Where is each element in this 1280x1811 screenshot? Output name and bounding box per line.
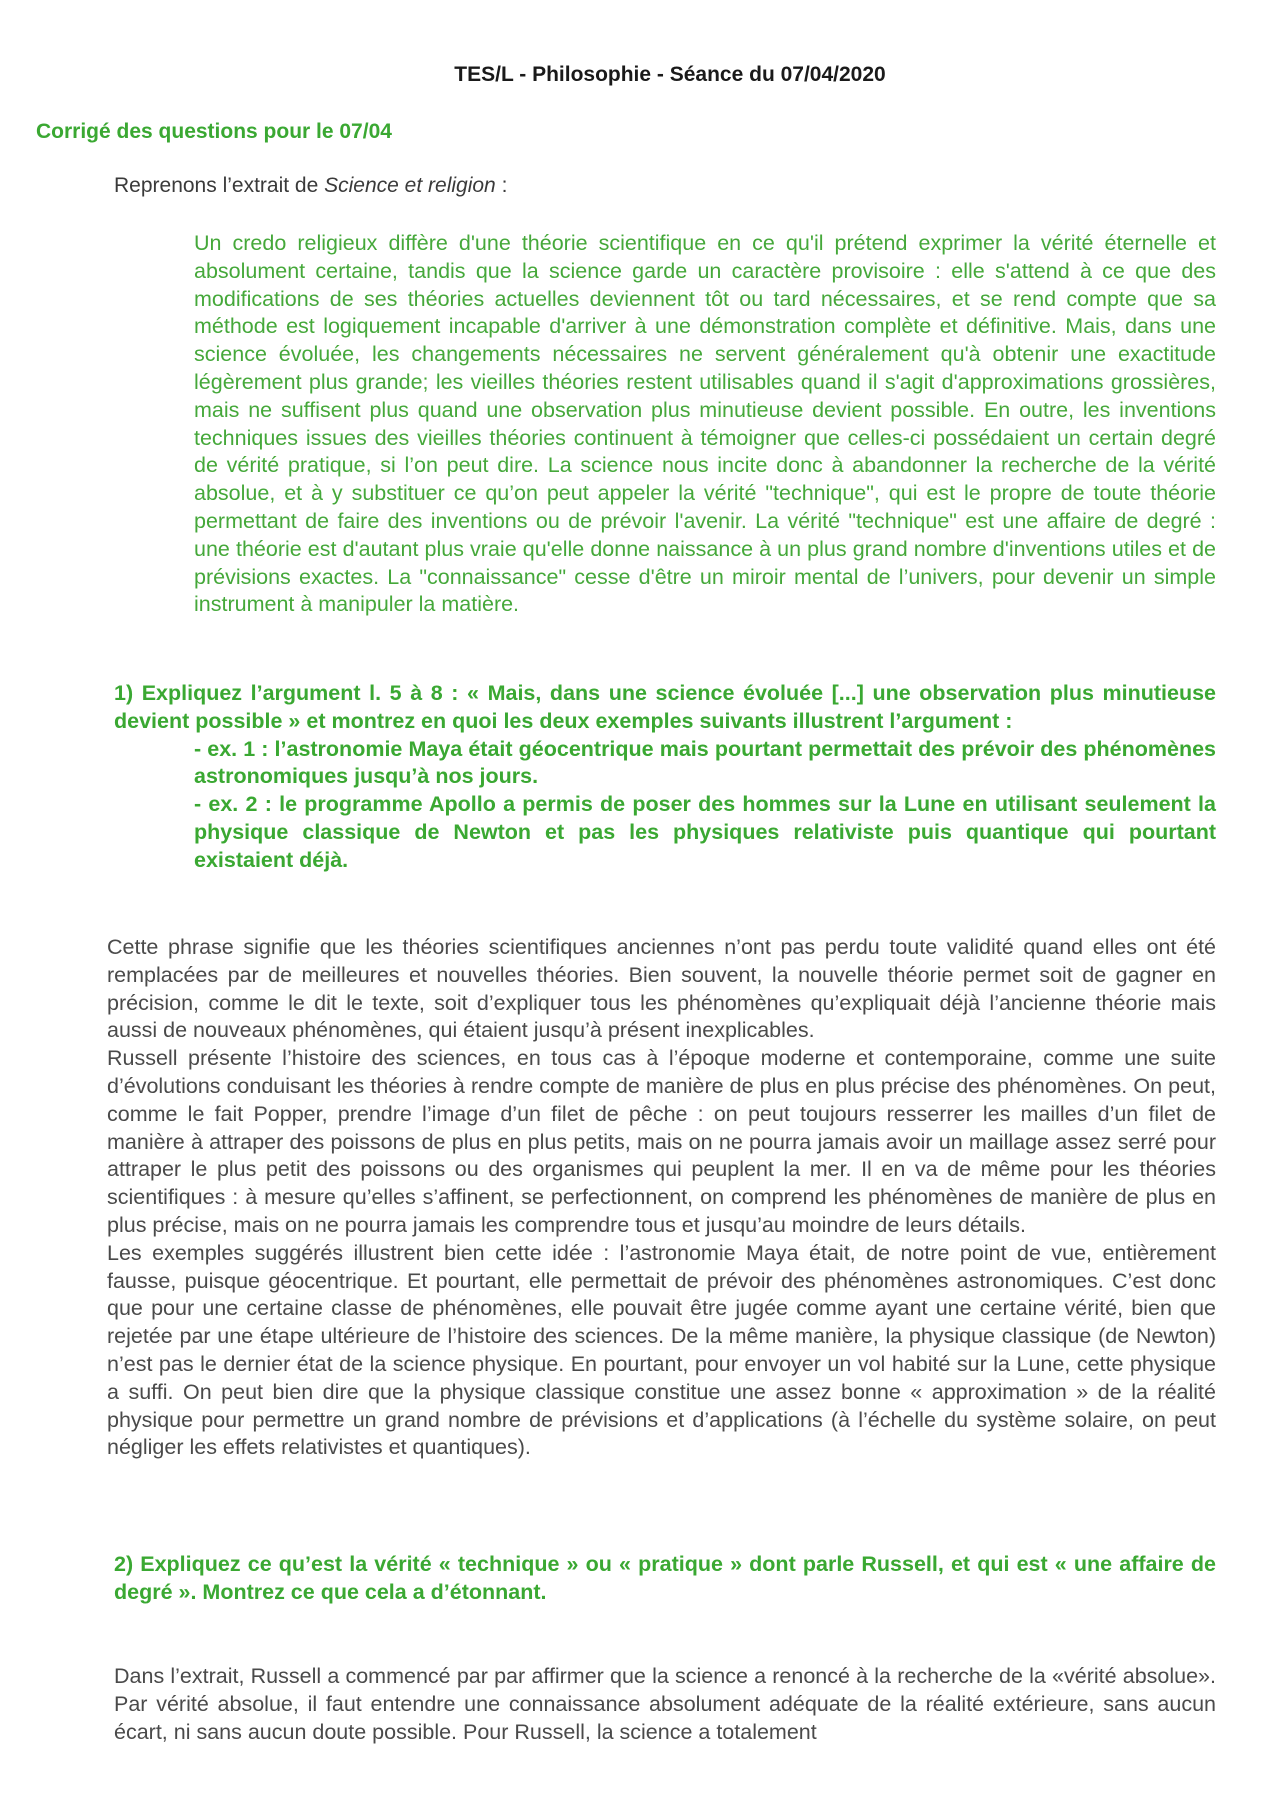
- intro-work-title: Science et religion: [324, 174, 496, 197]
- section-heading: Corrigé des questions pour le 07/04: [36, 120, 392, 143]
- question-2: 2) Expliquez ce qu’est la vérité « technique » ou « pratique » dont parle Russell, et qui est « une affaire de degré ». Montrez ce que cela a d’étonnant.: [114, 1552, 1216, 1604]
- answer-1: [107, 934, 1216, 1462]
- document-title: TES/L - Philosophie - Séance du 07/04/2020: [454, 63, 886, 86]
- question-1-text: 1) Expliquez l’argument l. 5 à 8 : « Mais, dans une science évoluée [...] une observation plus minutieuse devient possible » et montrez en quoi les deux exemples suivants illustrent l’argument :: [114, 681, 1216, 733]
- answer-1-paragraph: Russell présente l’histoire des sciences, en tous cas à l’époque moderne et contemporaine, comme une suite d’évolutions conduisant les théories à rendre compte de manière de plus en plus précise des phénomènes. On peut, comme le fait Popper, prendre l’image d’un filet de pêche : on peut toujours resserrer les mailles d’un filet de manière à attraper des poissons de plus en plus petits, mais on ne pourra jamais avoir un maillage assez serré pour attraper le plus petit des poissons ou des organismes qui peuplent la mer. Il en va de même pour les théories scientifiques : à mesure qu’elles s’affinent, se perfectionnent, on comprend les phénomènes de manière de plus en plus précise, mais on ne pourra jamais les comprendre tous et jusqu’au moindre de leurs détails.: [107, 1046, 1216, 1237]
- answer-2: [114, 1663, 1216, 1746]
- question-1-examples: [194, 736, 1216, 875]
- question-1: [114, 680, 1216, 875]
- question-1-example-1: - ex. 1 : l’astronomie Maya était géocentrique mais pourtant permettait des prévoir des phénomènes astronomiques jusqu’à nos jours.: [194, 736, 1216, 789]
- quoted-extract: Un credo religieux diffère d'une théorie scientifique en ce qu'il prétend exprimer la vérité éternelle et absolument certaine, tandis que la science garde un caractère provisoire : elle s'attend à ce que des modifications de ses théories actuelles deviennent tôt ou tard nécessaires, et se rend compte que sa méthode est logiquement incapable d'arriver à une démonstration complète et définitive. Mais, dans une science évoluée, les changements nécessaires ne servent généralement qu'à obtenir une exactitude légèrement plus grande; les vieilles théories restent utilisables quand il s'agit d'approximations grossières, mais ne suffisent plus quand une observation plus minutieuse devient possible. En outre, les inventions techniques issues des vieilles théories continuent à témoigner que celles-ci possédaient un certain degré de vérité pratique, si l’on peut dire. La science nous incite donc à abandonner la recherche de la vérité absolue, et à y substituer ce qu’on peut appeler la vérité "technique", qui est le propre de toute théorie permettant de faire des inventions ou de prévoir l'avenir. La vérité "technique" est une affaire de degré : une théorie est d'autant plus vraie qu'elle donne naissance à un plus grand nombre d'inventions utiles et de prévisions exactes. La "connaissance" cesse d'être un miroir mental de l’univers, pour devenir un simple instrument à manipuler la matière.: [194, 231, 1216, 617]
- intro-prefix: Reprenons l’extrait de: [114, 174, 325, 197]
- answer-1-paragraph: Les exemples suggérés illustrent bien cette idée : l’astronomie Maya était, de notre point de vue, entièrement fausse, puisque géocentrique. Et pourtant, elle permettait de prévoir des phénomènes astronomiques. C’est donc que pour une certaine classe de phénomènes, elle pouvait être jugée comme ayant une certaine vérité, bien que rejetée par une étape ultérieure de l’histoire des sciences. De la même manière, la physique classique (de Newton) n’est pas le dernier état de la science physique. En pourtant, pour envoyer un vol habité sur la Lune, cette physique a suffi. On peut bien dire que la physique classique constitue une assez bonne « approximation » de la réalité physique pour permettre un grand nombre de prévisions et d’applications (à l’échelle du système solaire, on peut négliger les effets relativistes et quantiques).: [107, 1240, 1216, 1460]
- answer-2-paragraph: Dans l’extrait, Russell a commencé par par affirmer que la science a renoncé à la recherche de la «vérité absolue». Par vérité absolue, il faut entendre une connaissance absolument adéquate de la réalité extérieure, sans aucun écart, ni sans aucun doute possible. Pour Russell, la science a totalement: [114, 1664, 1216, 1744]
- question-1-example-2: - ex. 2 : le programme Apollo a permis de poser des hommes sur la Lune en utilisant seulement la physique classique de Newton et pas les physiques relativiste puis quantique qui pourtant existaient déjà.: [194, 792, 1216, 872]
- answer-1-paragraph: Cette phrase signifie que les théories scientifiques anciennes n’ont pas perdu toute validité quand elles ont été remplacées par de meilleures et nouvelles théories. Bien souvent, la nouvelle théorie permet soit de gagner en précision, comme le dit le texte, soit d’expliquer tous les phénomènes qu’expliquait déjà l’ancienne théorie mais aussi de nouveaux phénomènes, qui étaient jusqu’à présent inexplicables.: [107, 935, 1216, 1043]
- intro-suffix: :: [495, 174, 508, 197]
- intro-line: [114, 174, 507, 198]
